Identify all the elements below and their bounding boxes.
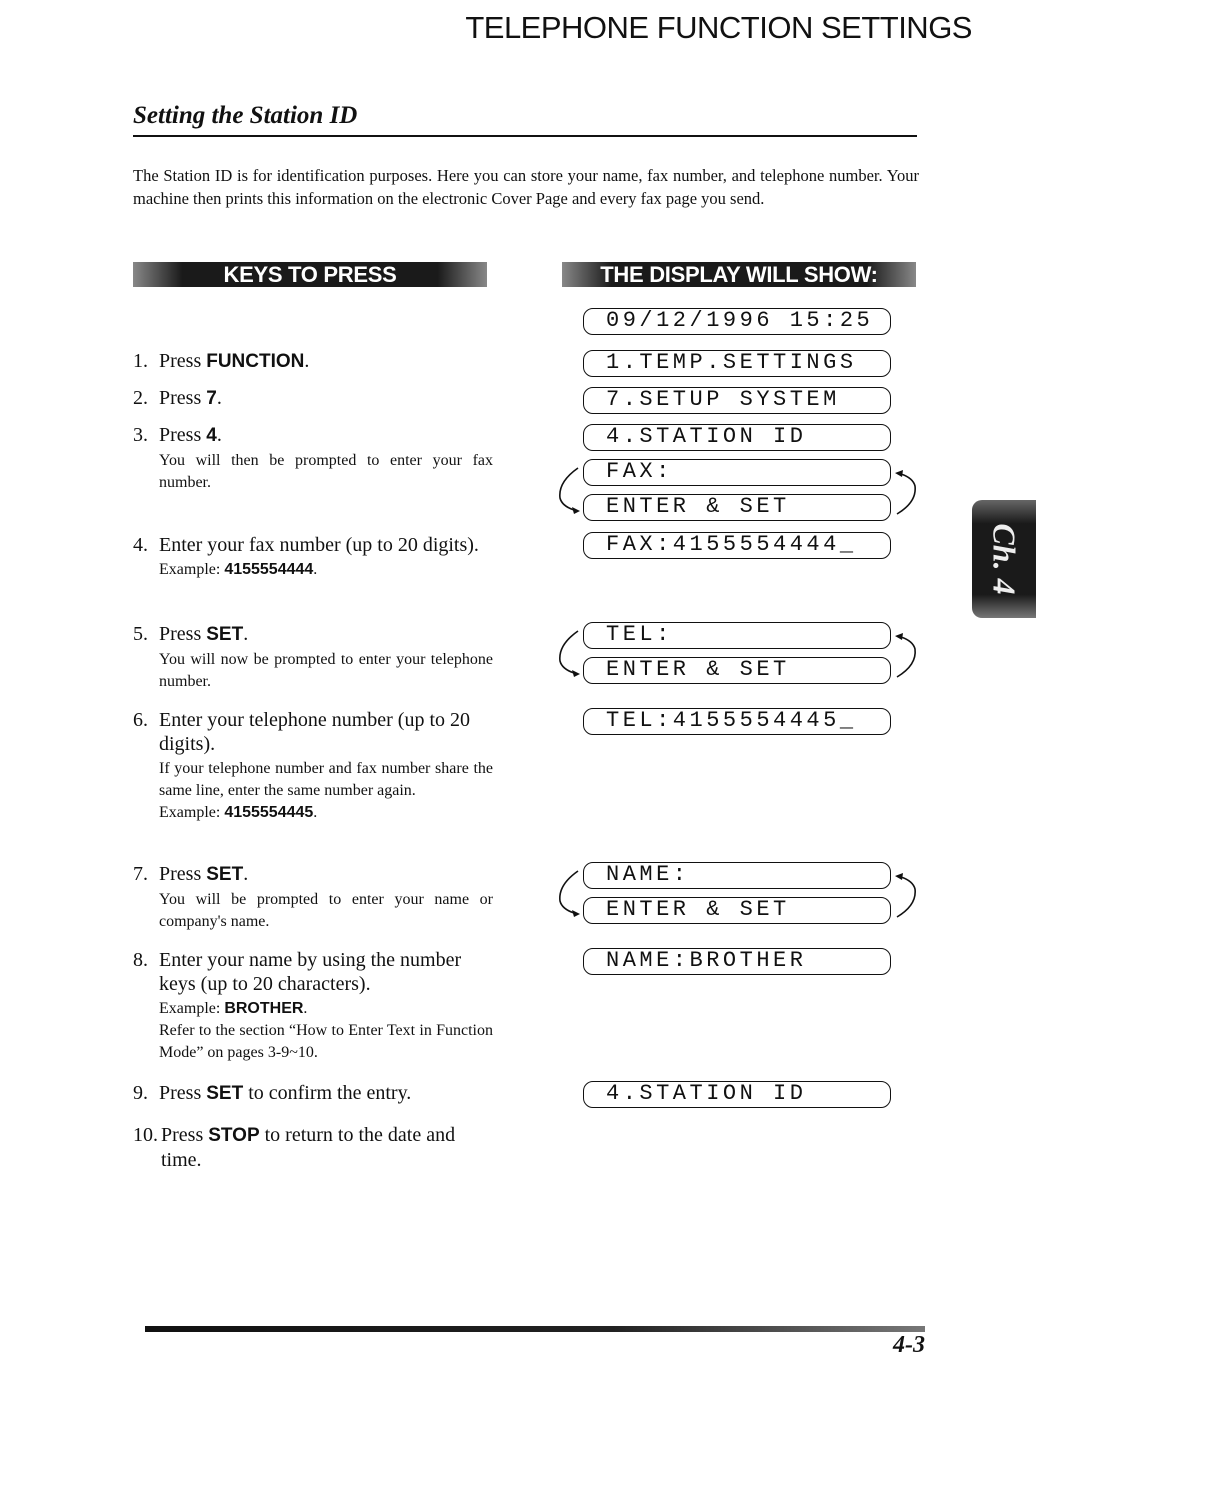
lcd-display: ENTER & SET <box>583 657 891 684</box>
page-header-title: TELEPHONE FUNCTION SETTINGS <box>465 10 972 45</box>
cycle-arrow-left-icon <box>552 625 582 685</box>
section-title: Setting the Station ID <box>133 102 358 129</box>
step-text: . <box>313 804 318 821</box>
cycle-arrow-left-icon <box>552 865 582 925</box>
step-text: Press <box>161 1124 209 1146</box>
step-note: Refer to the section “How to Enter Text in Function Mode” on pages 3-9~10. <box>159 1022 493 1061</box>
lcd-display: ENTER & SET <box>583 897 891 924</box>
key-name: STOP <box>208 1125 260 1146</box>
lcd-display: 4.STATION ID <box>583 1081 891 1108</box>
page-number: 4-3 <box>893 1332 925 1358</box>
step-text: Enter your name by using the number keys (up to 20 characters). <box>159 949 462 995</box>
step-number: 5. <box>133 623 148 645</box>
step-number: 8. <box>133 949 148 971</box>
step-text: Press <box>159 387 207 409</box>
step-text: to confirm the entry. <box>243 1082 412 1104</box>
key-name: FUNCTION <box>206 351 305 372</box>
section-rule <box>133 135 917 137</box>
lcd-display: 09/12/1996 15:25 <box>583 308 891 335</box>
lcd-display: 4.STATION ID <box>583 424 891 451</box>
step-number: 2. <box>133 387 148 409</box>
step-number: 10. <box>133 1124 158 1146</box>
step-text: to return to the date and time. <box>161 1124 456 1171</box>
cycle-arrow-right-icon <box>893 625 923 685</box>
step-number: 4. <box>133 534 148 556</box>
step-text: . <box>216 424 222 446</box>
step-number: 3. <box>133 424 148 446</box>
chapter-tab-label: Ch. 4 <box>986 523 1023 595</box>
example-label: Example: <box>159 804 225 821</box>
step-text: . <box>243 863 249 885</box>
key-name: 7 <box>206 388 217 409</box>
step-10 <box>133 1123 493 1172</box>
step-text: Press <box>159 350 207 372</box>
step-number: 6. <box>133 709 148 731</box>
step-number: 9. <box>133 1082 148 1104</box>
step-note: You will now be prompted to enter your telephone number. <box>159 651 493 690</box>
cycle-arrow-left-icon <box>552 462 582 522</box>
lcd-display: 7.SETUP SYSTEM <box>583 387 891 414</box>
step-7 <box>133 862 493 933</box>
key-name: SET <box>206 624 244 645</box>
cycle-arrow-right-icon <box>893 865 923 925</box>
step-text: Enter your telephone number (up to 20 digits). <box>159 709 471 755</box>
example-value: 4155554444 <box>224 561 314 578</box>
lcd-display: 1.TEMP.SETTINGS <box>583 350 891 377</box>
step-4 <box>133 533 493 581</box>
lcd-display: NAME:BROTHER <box>583 948 891 975</box>
example-value: 4155554445 <box>224 804 314 821</box>
example-value: BROTHER <box>224 1000 304 1017</box>
step-note: You will then be prompted to enter your fax number. <box>159 452 493 491</box>
step-text: . <box>243 623 249 645</box>
lcd-display: FAX:4155554444_ <box>583 532 891 559</box>
step-number: 1. <box>133 350 148 372</box>
step-text: Enter your fax number (up to 20 digits). <box>159 534 479 556</box>
step-text: . <box>216 387 222 409</box>
step-1 <box>133 349 493 374</box>
key-name: 4 <box>206 425 217 446</box>
step-text: Press <box>159 424 207 446</box>
step-6 <box>133 708 493 824</box>
step-9 <box>133 1081 493 1106</box>
lcd-display: TEL: <box>583 622 891 649</box>
example-label: Example: <box>159 561 225 578</box>
lcd-display: TEL:4155554445_ <box>583 708 891 735</box>
key-name: SET <box>206 1083 244 1104</box>
lcd-display: NAME: <box>583 862 891 889</box>
section-intro: The Station ID is for identification purposes. Here you can store your name, fax number, and telephone number. Your machine then prints this information on the electronic Cover Page and every fax page you send. <box>133 166 919 208</box>
step-3 <box>133 423 493 494</box>
step-number: 7. <box>133 863 148 885</box>
key-name: SET <box>206 864 244 885</box>
step-note: You will be prompted to enter your name or company's name. <box>159 891 493 930</box>
footer-rule <box>145 1326 925 1332</box>
keys-to-press-heading: KEYS TO PRESS <box>133 262 487 287</box>
lcd-display: FAX: <box>583 459 891 486</box>
step-2 <box>133 386 493 411</box>
step-5 <box>133 622 493 693</box>
step-text: Press <box>159 863 207 885</box>
step-text: . <box>313 561 318 578</box>
step-text: . <box>303 1000 308 1017</box>
chapter-tab <box>972 500 1036 618</box>
display-will-show-heading: THE DISPLAY WILL SHOW: <box>562 262 916 287</box>
step-note: If your telephone number and fax number share the same line, enter the same number again. <box>159 760 493 799</box>
lcd-display: ENTER & SET <box>583 494 891 521</box>
step-text: Press <box>159 623 207 645</box>
step-text: Press <box>159 1082 207 1104</box>
step-8 <box>133 948 493 1064</box>
cycle-arrow-right-icon <box>893 462 923 522</box>
example-label: Example: <box>159 1000 225 1017</box>
step-text: . <box>304 350 310 372</box>
